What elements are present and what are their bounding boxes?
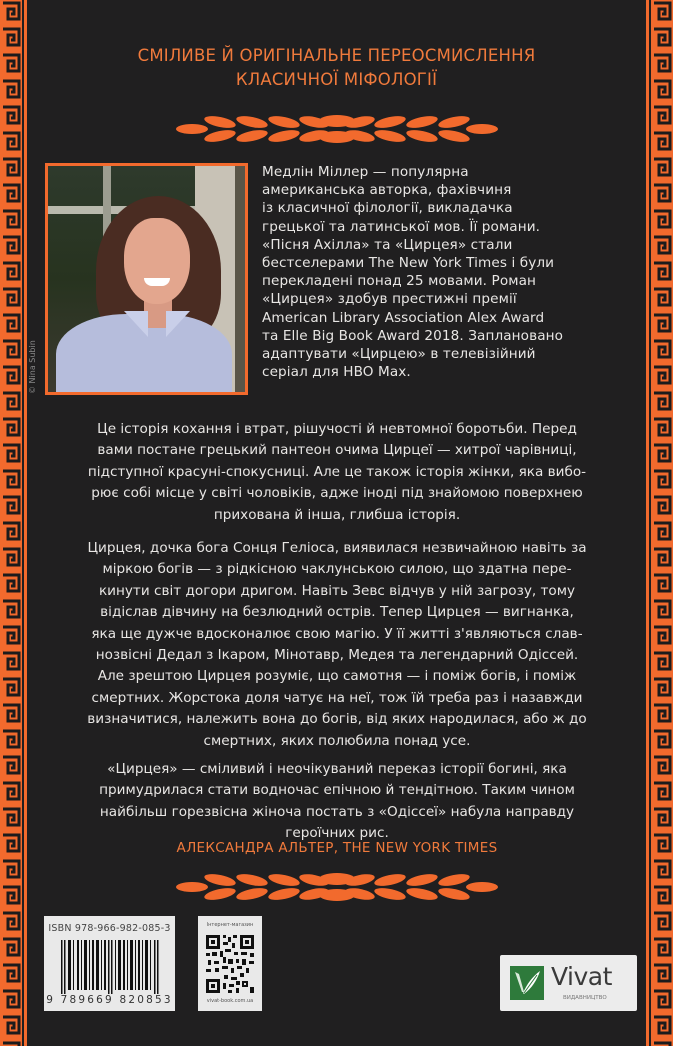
- text-line: кинути світ догори дригом. Навіть Зевс відчув у ній загрозу, тому: [98, 582, 576, 599]
- text-line: прихована й інша, глибша історія.: [213, 506, 461, 523]
- text-line: нозвісні Дедал з Ікаром, Мінотавр, Медея та легендарний Одіссей.: [95, 647, 579, 664]
- bio-line: грецької та латинської мов. Її романи.: [262, 218, 541, 235]
- feather-logo-icon: [510, 966, 544, 1000]
- text-line: міркою богів — з рідкісною чаклунською силою, що здатна пере-: [102, 561, 572, 578]
- bio-line: адаптувати «Цирцею» в телевізійний: [262, 346, 536, 363]
- qr-bottom-label[interactable]: vivat-book.com.ua: [206, 998, 254, 1004]
- bio-line: та Elle Big Book Award 2018. Заплановано: [262, 327, 564, 344]
- text-line: примудрилася стати водночас епічною й тендітною. Таким чином: [99, 782, 575, 799]
- author-photo: [45, 163, 248, 395]
- text-line: найбільш горезвісна жіноча постать з «Одіссеї» набула направду: [99, 803, 575, 820]
- bio-line: перекладені понад 25 мовами. Роман: [262, 273, 537, 290]
- qr-code-panel: [198, 916, 262, 1011]
- headline-line-2: КЛАСИЧНОЇ МІФОЛОГІЇ: [235, 70, 438, 89]
- review-quote: [42, 759, 632, 845]
- text-line: рює собі місце у світі чоловіків, адже іноді під знайомою поверхнею: [91, 485, 583, 502]
- qr-top-label: Інтернет-магазин: [206, 922, 254, 928]
- text-line: яка ще дужче вдосконалює свою магію. У її житті з'являються слав-: [91, 625, 583, 642]
- text-line: смертних, яких полюбила понад усе.: [203, 732, 471, 749]
- laurel-ornament-icon: [172, 112, 502, 150]
- publisher-logo: [500, 955, 637, 1011]
- text-line: визначитися, належить вона до богів, від яких народилася, або ж до: [87, 711, 587, 728]
- border-rule-left: [24, 0, 27, 1046]
- greek-key-border-right: [651, 0, 673, 1046]
- bio-line: American Library Association Alex Award: [262, 309, 545, 326]
- photo-credit: © Nina Subin: [28, 340, 37, 394]
- text-line: підступної красуні-спокусниці. Але це також історія жінки, яка вибо-: [87, 463, 587, 480]
- bio-line: «Пісня Ахілла» та «Цирцея» стали: [262, 236, 513, 253]
- text-line: відіслав дівчину на безлюдний острів. Тепер Цирцея — вигнанка,: [100, 604, 574, 621]
- border-rule-right: [646, 0, 649, 1046]
- publisher-name: Vivat: [551, 962, 612, 991]
- isbn-barcode: [44, 916, 175, 1011]
- headline-line-1: СМІЛИВЕ Й ОРИГІНАЛЬНЕ ПЕРЕОСМИСЛЕННЯ: [137, 46, 536, 65]
- greek-key-border-left: [0, 0, 22, 1046]
- bio-line: американська авторка, фахівчиня: [262, 182, 512, 199]
- barcode-icon: [61, 940, 159, 994]
- description-paragraph-1: [42, 419, 632, 526]
- headline: [60, 44, 613, 92]
- author-bio: [262, 163, 627, 381]
- text-line: Але зрештою Цирцея розуміє, що самотня — і поміж богів, і поміж: [97, 668, 577, 685]
- text-line: вами постане грецький пантеон очима Цирцеї — хитрої чарівниці,: [97, 442, 577, 459]
- description-paragraph-2: [42, 538, 632, 752]
- text-line: Це історія кохання і втрат, рішучості й невтомної боротьби. Перед: [97, 421, 577, 437]
- review-attribution: АЛЕКСАНДРА АЛЬТЕР, THE NEW YORK TIMES: [176, 840, 498, 856]
- bio-line: Медлін Міллер — популярна: [262, 164, 469, 180]
- text-line: «Цирцея» — сміливий і неочікуваний переказ історії богині, яка: [107, 761, 567, 777]
- bio-line: із класичної філології, викладачка: [262, 200, 513, 217]
- isbn-label: ISBN 978-966-982-085-3: [48, 923, 171, 934]
- bio-line: бестселерами The New York Times і були: [262, 255, 555, 272]
- bio-line: «Цирцея» здобув престижні премії: [262, 291, 517, 308]
- laurel-ornament-icon: [172, 870, 502, 908]
- bio-line: серіал для HBO Max.: [262, 364, 411, 381]
- text-line: Цирцея, дочка бога Сонця Геліоса, виявилася незвичайною навіть за: [87, 540, 587, 556]
- text-line: героїчних рис.: [285, 825, 389, 842]
- qr-code-icon[interactable]: [206, 935, 254, 993]
- text-line: смертних. Жорстока доля чатує на неї, тож їй треба раз і назавжди: [91, 689, 583, 706]
- publisher-subtitle: ВИДАВНИЦТВО: [563, 995, 607, 1001]
- ean-digits: 9 789669 820853: [46, 994, 173, 1006]
